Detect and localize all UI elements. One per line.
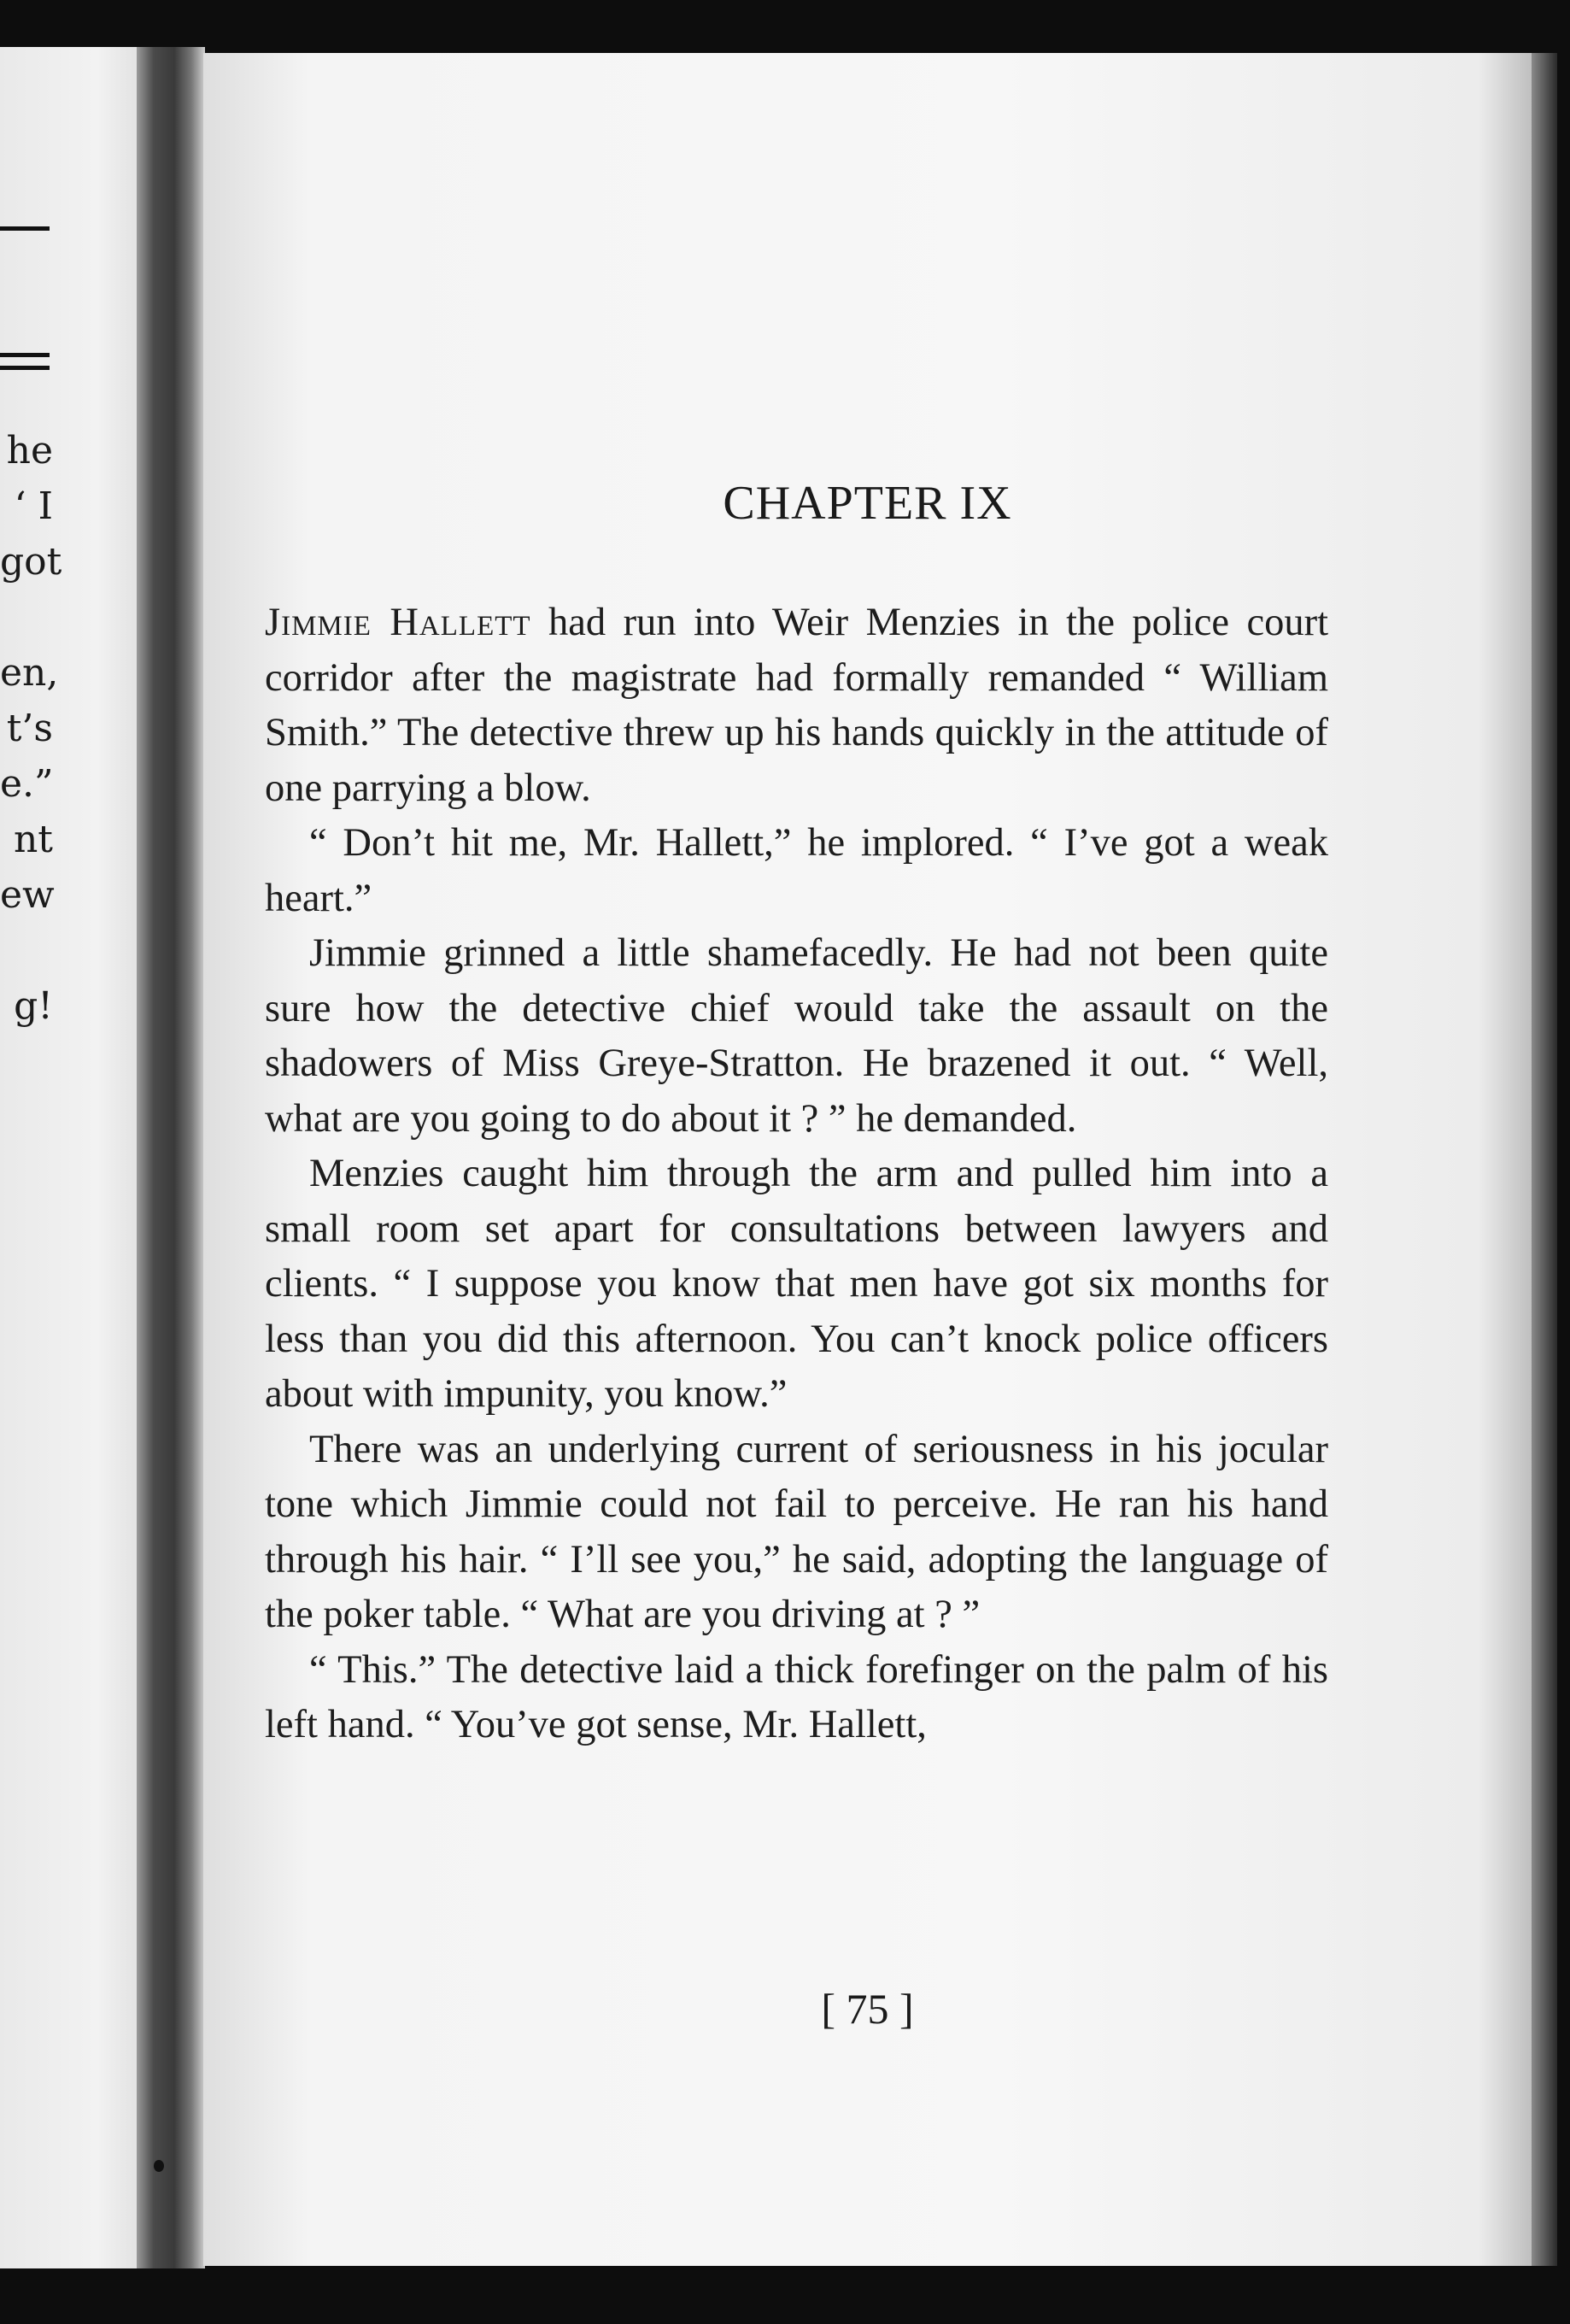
left-fragment: he [6, 429, 53, 472]
page-edge-shadow [1532, 53, 1557, 2266]
chapter-body [265, 596, 1328, 1753]
book-gutter-shadow [137, 47, 205, 2268]
left-page-double-rule-top [0, 353, 50, 357]
left-fragment: ‘ I [14, 484, 53, 528]
left-page-text-fragments [0, 423, 62, 1034]
paragraph: “ Don’t hit me, Mr. Hallett,” he implored. “ I’ve got a weak heart.” [265, 821, 1328, 920]
left-fragment: nt [13, 818, 53, 861]
left-fragment: e.” [0, 762, 54, 806]
opening-small-caps: Jimmie Hallett [265, 601, 531, 644]
paragraph: “ This.” The detective laid a thick forefinger on the palm of his left hand. “ You’ve got sense, Mr. Hallett, [265, 1647, 1328, 1746]
left-fragment [0, 923, 53, 978]
paragraph: There was an underlying current of seriousness in his jocular tone which Jimmie could not fail to perceive. He ran his hand through his hair. “ I’ll see you,” he said, adopting the language of the poker table. “ What are you driving at ? ” [265, 1427, 1328, 1636]
left-page-double-rule-bottom [0, 366, 50, 370]
chapter-heading: CHAPTER IX [723, 477, 1012, 530]
scan-speck [154, 2160, 164, 2172]
paragraph-text: had run into Weir Menzies in the police court corridor after the magistrate had formally remanded “ William Smith.” The detective threw up his hands quickly in the attitude of one parrying a blow. [265, 601, 1328, 810]
left-page-rule [0, 226, 50, 231]
left-fragment [0, 590, 53, 645]
paragraph: Jimmie grinned a little shamefacedly. He had not been quite sure how the detective chief would take the assault on the shadowers of Miss Greye-Stratton. He brazened it out. “ Well, what are you going to do about it ? ” he demanded. [265, 931, 1328, 1141]
left-fragment: en, [0, 651, 59, 695]
left-fragment: got [0, 540, 62, 584]
left-fragment: t’s [6, 707, 53, 750]
paragraph [265, 596, 1328, 816]
page-number: [ 75 ] [821, 1985, 914, 2033]
left-fragment: g! [14, 984, 53, 1028]
left-fragment: ew [0, 873, 55, 917]
paragraph: Menzies caught him through the arm and pulled him into a small room set apart for consultations between lawyers and clients. “ I suppose you know that men have got six months for less than you did this afternoon. You can’t knock police officers about with impunity, you know.” [265, 1152, 1328, 1416]
right-page [203, 53, 1532, 2266]
